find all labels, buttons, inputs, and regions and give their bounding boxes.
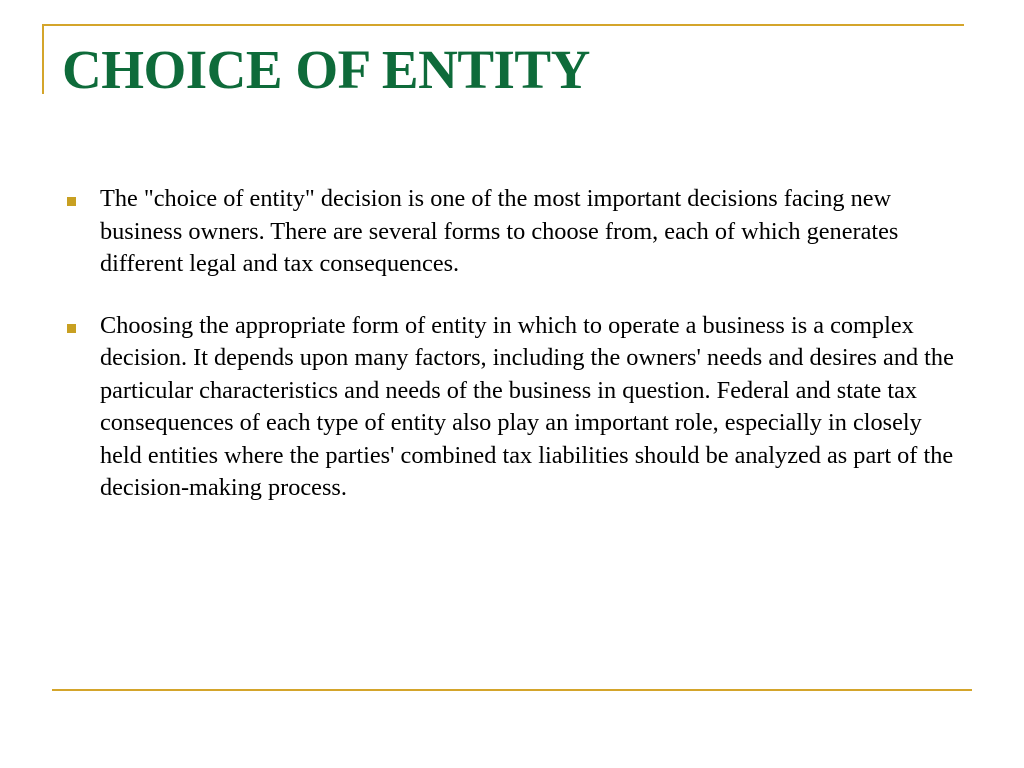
bottom-accent-line	[52, 689, 972, 691]
bullet-text: The "choice of entity" decision is one of the most important decisions facing new business owners. There are several forms to choose from, each of which generates different legal and tax consequences.	[100, 185, 899, 277]
bullet-list	[62, 183, 967, 534]
bullet-item	[62, 310, 967, 505]
square-bullet-icon	[67, 197, 76, 206]
bullet-text: Choosing the appropriate form of entity in which to operate a business is a complex decision. It depends upon many factors, including the owners' needs and desires and the particular characteristics and needs of the business in question. Federal and state tax consequences of each type of entity also play an important role, especially in closely held entities where the parties' combined tax liabilities should be analyzed as part of the decision-making process.	[100, 311, 954, 501]
left-accent-line	[42, 24, 44, 94]
bullet-item	[62, 183, 967, 281]
square-bullet-icon	[67, 324, 76, 333]
slide-title: CHOICE OF ENTITY	[62, 39, 590, 100]
top-accent-line	[42, 24, 964, 26]
